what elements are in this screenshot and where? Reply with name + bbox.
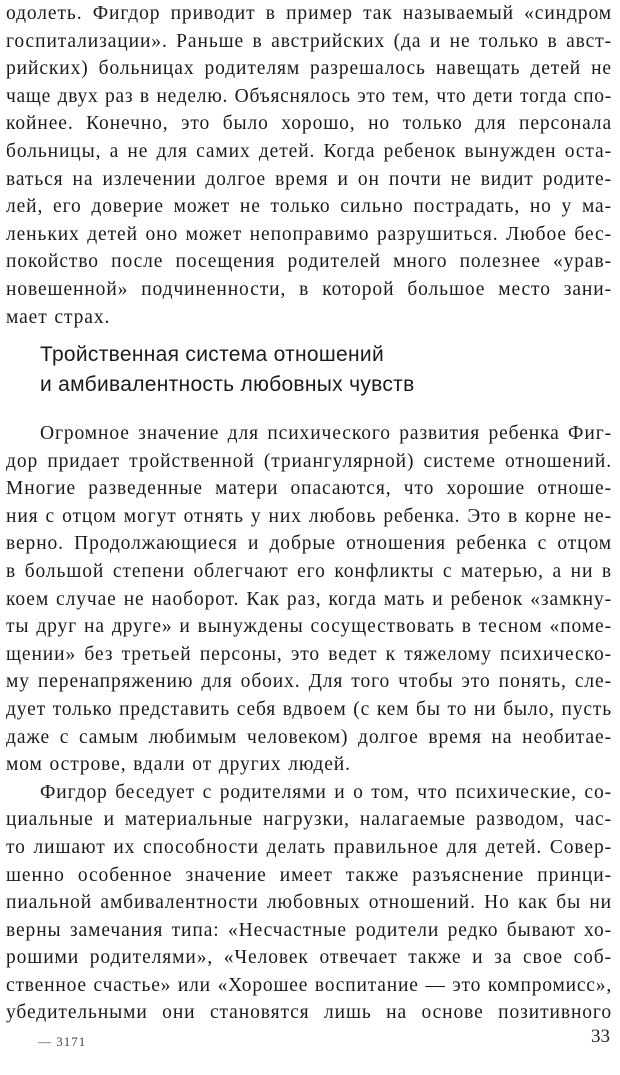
- text-line: ственное счастье» или «Хорошее воспитание — это компромисс»,: [6, 974, 612, 996]
- text-line: госпитализации». Раньше в австрийских (да и не только в авст-: [6, 30, 612, 52]
- text-line: леньких детей оно может непоправимо разрушиться. Любое бес-: [6, 223, 612, 245]
- text-line: шенно особенное значение имеет также разъяснение принци-: [6, 864, 612, 886]
- text-line: Огромное значение для психического развития ребенка Фиг-: [40, 423, 612, 444]
- text-line: му перенапряжению для обоих. Для того чтобы это понять, сле-: [6, 671, 612, 693]
- text-line: ния с отцом могут отнять у них любовь ребенка. Это в корне не-: [6, 505, 612, 527]
- text-line: пиальной амбивалентности любовных отношений. Но как бы ни: [6, 892, 612, 914]
- section-heading-line-2: и амбивалентность любовных чувств: [40, 373, 415, 396]
- text-line: одолеть. Фигдор приводит в пример так называемый «синдром: [6, 3, 612, 24]
- text-line: лей, его доверие может не только сильно пострадать, но у ма-: [6, 196, 612, 218]
- body-paragraph-1: [6, 0, 612, 331]
- footer-code: — 3171: [38, 1034, 87, 1049]
- text-line: дует только представить себя вдвоем (с кем бы то ни было, пусть: [6, 698, 612, 720]
- text-line: убедительными они становятся лишь на основе позитивного: [6, 1002, 612, 1024]
- text-line: рийских) больницах родителям разрешалось навещать детей не: [6, 58, 612, 80]
- text-line: мает страх.: [6, 306, 111, 328]
- text-line: койнее. Конечно, это было хорошо, но только для персонала: [6, 113, 612, 135]
- text-line: щении» без третьей персоны, это ведет к тяжелому психическо-: [6, 643, 612, 665]
- text-line: больницы, а не для самих детей. Когда ребенок вынужден оста-: [6, 140, 612, 162]
- text-line: дор придает тройственной (триангулярной) системе отношений.: [6, 450, 612, 472]
- text-line: чаще двух раз в неделю. Объяснялось это тем, что дети тогда спо-: [6, 85, 612, 107]
- page-number: 33: [591, 1026, 610, 1047]
- text-line: Многие разведенные матери опасаются, что хорошие отноше-: [6, 478, 612, 500]
- text-line: циальные и материальные нагрузки, налагаемые разводом, час-: [6, 809, 612, 831]
- text-line: мом острове, вдали от других людей.: [6, 754, 351, 776]
- text-line: верно. Продолжающиеся и добрые отношения ребенка с отцом: [6, 533, 612, 555]
- text-line: Фигдор беседует с родителями и о том, что психические, со-: [40, 781, 612, 803]
- text-line: коем случае не наоборот. Как раз, когда мать и ребенок «замкну-: [6, 588, 612, 610]
- text-line: даже с самым любимым человеком) долгое время на необитае-: [6, 726, 612, 748]
- text-line: ты друг на друге» и вынуждены сосуществовать в тесном «поме-: [6, 616, 612, 638]
- text-line: покойство после посещения родителей много полезнее «урав-: [6, 251, 612, 273]
- text-line: рошими родителями», «Человек отвечает также и за свое соб-: [6, 947, 612, 969]
- text-line: в большой степени облегчают его конфликты с матерью, а ни в: [6, 560, 612, 582]
- text-line: ваться на излечении долгое время и он почти не видит родите-: [6, 168, 612, 190]
- body-paragraph-2: [6, 420, 612, 1027]
- section-heading-line-1: Тройственная система отношений: [40, 343, 384, 366]
- text-line: то лишают их способности делать правильное для детей. Совер-: [6, 836, 612, 858]
- text-line: новешенной» подчиненности, в которой большое место зани-: [6, 278, 612, 300]
- text-line: верны замечания типа: «Несчастные родители редко бывают хо-: [6, 919, 612, 941]
- section-heading: [40, 340, 415, 400]
